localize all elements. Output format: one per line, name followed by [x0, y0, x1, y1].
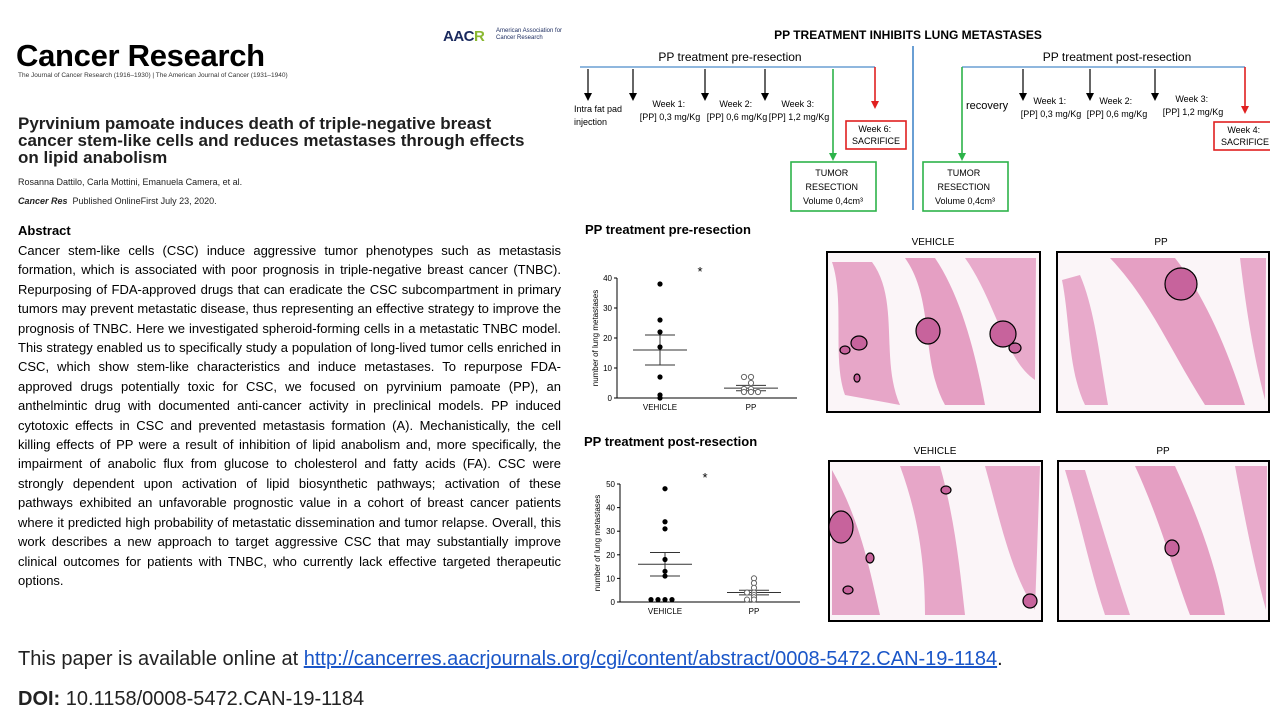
histology-pre-vehicle-label: VEHICLE — [911, 237, 955, 248]
paper-authors: Rosanna Dattilo, Carla Mottini, Emanuela Camera, et al. — [18, 177, 243, 187]
x-category-label: VEHICLE — [647, 607, 683, 616]
figure-title: PP TREATMENT INHIBITS LUNG METASTASES — [774, 28, 1042, 42]
aacr-logo: AACR — [443, 28, 485, 45]
histology-post-vehicle — [829, 461, 1042, 621]
y-axis-label: number of lung metastases — [593, 494, 602, 592]
journal-subtitle: The Journal of Cancer Research (1916–1930) | The American Journal of Cancer (1931–1940) — [18, 72, 288, 79]
x-category-label: PP — [748, 607, 760, 616]
histology-pre-pp — [1057, 252, 1269, 412]
y-tick-label: 40 — [606, 503, 615, 513]
y-tick-label: 50 — [606, 480, 615, 489]
journal-name: Cancer Research — [16, 38, 265, 73]
y-tick-label: 30 — [606, 527, 615, 537]
post-sacrifice-label: Week 4: SACRIFICE — [1220, 125, 1270, 147]
scatter-chart-pre — [585, 222, 797, 412]
data-point — [657, 317, 662, 322]
data-point — [655, 597, 660, 602]
post-timeline-label: PP treatment post-resection — [1042, 50, 1192, 64]
x-category-label: PP — [745, 403, 757, 412]
significance-marker: * — [697, 264, 703, 279]
pre-resection-label: TUMOR RESECTION Volume 0,4cm³ — [802, 168, 864, 206]
histology-post-vehicle-label: VEHICLE — [913, 446, 957, 457]
post-week2-label: Week 2: [PP] 0,6 mg/Kg — [1086, 96, 1148, 119]
pre-injection-label: Intra fat pad injection — [574, 104, 623, 127]
abstract-text: Cancer stem-like cells (CSC) induce aggressive tumor phenotypes such as metastasis formation, which is associated with poor prognosis in triple-negative breast cancer (TNBC). Repurposing of FDA-approved drugs that can eradicate the CSC subcompartment in primary tumors may prevent metastatic disease, thus representing an effective strategy to improve the prognosis of TNBC. Here we investigated spheroid-forming cells in a metastatic TNBC model. This strategy enabled us to specifically study a population of long-lived tumor cells enriched in CSC, which show stem-like characteristics and induce metastases. To repurpose FDA-approved drugs potentially toxic for CSC, we focused on pyrvinium pamoate (PP), an anthelmintic drug with documented anti-cancer activity in preclinical models. PP induced cytotoxic effects in CSC and prevented metastasis formation (A). Mechanistically, the cell killing effects of PP were a result of inhibition of lipid anabolism and, more specifically, the impairment of anabolic flux from glucose to cholesterol and fatty acids (FA). CSC were strongly dependent upon activation of lipid biosynthetic pathways; activation of these pathways exhibited an unfavorable prognostic value in a cohort of breast cancer patients where it predicted high probability of metastatic dissemination and tumor relapse. Overall, this work describes a new approach to target aggressive CSC that may substantially improve clinical outcomes for patients with TNBC, who currently lack effective targeted therapeutic options. — [18, 243, 561, 588]
data-point — [755, 389, 760, 394]
data-point — [657, 374, 662, 379]
data-point — [744, 597, 749, 602]
data-point — [748, 389, 753, 394]
abstract-heading: Abstract — [18, 223, 71, 238]
chart-title: PP treatment post-resection — [584, 434, 758, 449]
data-point — [662, 557, 667, 562]
data-point — [662, 526, 667, 531]
data-point — [744, 590, 749, 595]
y-tick-label: 10 — [606, 574, 615, 584]
y-tick-label: 20 — [603, 334, 612, 343]
data-point — [748, 374, 753, 379]
pre-week3-label: Week 3: [PP] 1,2 mg/Kg — [768, 99, 830, 122]
paper-url-link[interactable]: http://cancerres.aacrjournals.org/cgi/content/abstract/0008-5472.CAN-19-1184 — [303, 648, 998, 670]
aacr-org-name: American Association for Cancer Research — [496, 28, 563, 41]
availability-suffix: . — [997, 648, 1003, 670]
chart-title: PP treatment pre-resection — [585, 222, 751, 237]
histology-post-pp-label: PP — [1156, 446, 1170, 457]
graphical-abstract-figure — [570, 20, 1270, 630]
y-tick-label: 30 — [603, 304, 612, 313]
citation-date: Published OnlineFirst July 23, 2020. — [72, 196, 217, 206]
data-point — [662, 597, 667, 602]
doi-value: 10.1158/0008-5472.CAN-19-1184 — [60, 688, 365, 710]
data-point — [748, 380, 753, 385]
significance-marker: * — [702, 470, 708, 485]
doi-label: DOI: — [18, 688, 61, 710]
paper-citation — [18, 196, 217, 206]
data-point — [662, 519, 667, 524]
data-point — [648, 597, 653, 602]
scatter-chart-post — [584, 434, 800, 616]
data-point — [741, 389, 746, 394]
data-point — [657, 281, 662, 286]
data-point — [662, 569, 667, 574]
availability-prefix: This paper is available online at — [18, 648, 304, 670]
paper-title: Pyrvinium pamoate induces death of triple-negative breast cancer stem-like cells and reduces metastases through effects on lipid anabolism — [18, 114, 525, 167]
data-point — [657, 329, 662, 334]
x-category-label: VEHICLE — [642, 403, 678, 412]
post-resection-label: TUMOR RESECTION Volume 0,4cm³ — [934, 168, 996, 206]
data-point — [662, 573, 667, 578]
data-point — [657, 344, 662, 349]
post-week1-label: Week 1: [PP] 0,3 mg/Kg — [1020, 96, 1082, 119]
histology-pre-pp-label: PP — [1154, 237, 1168, 248]
y-axis-label: number of lung metastases — [591, 289, 600, 387]
y-tick-label: 40 — [603, 274, 612, 283]
pre-week2-label: Week 2: [PP] 0,6 mg/Kg — [706, 99, 768, 122]
data-point — [662, 486, 667, 491]
pre-timeline-label: PP treatment pre-resection — [658, 50, 802, 64]
histology-post-pp — [1058, 461, 1269, 621]
availability-line — [18, 648, 1003, 671]
y-tick-label: 10 — [603, 364, 612, 373]
histology-pre-vehicle — [827, 252, 1040, 412]
doi-line — [18, 688, 364, 711]
post-recovery-label: recovery — [966, 100, 1009, 112]
y-tick-label: 20 — [606, 550, 615, 560]
citation-journal: Cancer Res — [18, 196, 68, 206]
pre-sacrifice-label: Week 6: SACRIFICE — [851, 124, 901, 146]
data-point — [741, 374, 746, 379]
data-point — [657, 395, 662, 400]
data-point — [669, 597, 674, 602]
pre-week1-label: Week 1: [PP] 0,3 mg/Kg — [639, 99, 701, 122]
data-point — [751, 597, 756, 602]
y-tick-label: 0 — [607, 394, 612, 403]
post-week3-label: Week 3: [PP] 1,2 mg/Kg — [1162, 94, 1224, 117]
y-tick-label: 0 — [610, 598, 615, 607]
